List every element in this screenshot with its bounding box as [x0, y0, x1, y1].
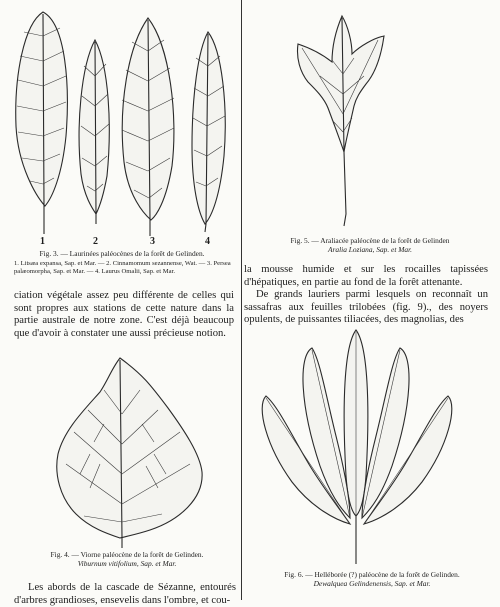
figure-5-caption — [252, 236, 488, 254]
figure-3-legend: 1. Litsæa expansa, Sap. et Mar. — 2. Cinnamomum sezannense, Wat. — 3. Persea palæomorpha, Sap. et Mar. — 4. Laurus Omalii, Sap. et Mar. — [14, 260, 231, 276]
figure-4-species: Viburnum vitifolium, Sap. et Mar. — [77, 559, 177, 568]
figure-3-caption: Fig. 3. — Laurinées paléocènes de la forêt de Gelinden. — [39, 249, 205, 258]
figure-6-caption-title: Fig. 6. — Helléborée (?) paléocène de la forêt de Gelinden. — [284, 570, 460, 579]
figure-5-species: Aralia Loziana, Sap. et Mar. — [328, 245, 412, 254]
paragraph-right-mid-1: la mousse humide et sur les rocailles tapissées d'hépatiques, en partie au fond de la forêt attenante. — [244, 264, 488, 288]
paragraph-right-mid-2: De grands lauriers parmi lesquels on reconnaît un sassafras aux feuilles trilobées (fig. 9)., des noyers opulents, de puissantes tiliacées, des magnolias, des — [244, 289, 488, 326]
paragraph-left-bottom: Les abords de la cascade de Sézanne, entourés d'arbres grandioses, ensevelis dans l'ombre, et cou- — [14, 582, 236, 606]
leaf-2-drawing — [79, 40, 109, 224]
leaf-1-drawing — [16, 12, 68, 234]
figure-4-caption — [20, 550, 234, 568]
figure-3-number-1: 1 — [40, 236, 45, 247]
figure-6-illustration — [252, 326, 464, 566]
figure-6-species: Dewalquea Gelindenensis, Sap. et Mar. — [313, 579, 431, 588]
figure-3-illustration — [8, 6, 236, 238]
figure-5-illustration — [294, 14, 390, 226]
figure-4-caption-title: Fig. 4. — Viorne paléocène de la forêt de Gelinden. — [50, 550, 204, 559]
figure-5-caption-title: Fig. 5. — Araliacée paléocène de la forêt de Gelinden — [290, 236, 450, 245]
figure-3-number-2: 2 — [93, 236, 98, 247]
figure-3-number-3: 3 — [150, 236, 155, 247]
figure-6-caption — [254, 570, 490, 588]
figure-4-illustration — [50, 354, 210, 549]
leaf-3-drawing — [122, 18, 174, 236]
column-divider — [241, 0, 242, 600]
paragraph-left-mid: ciation végétale assez peu différente de celles qui sont propres aux stations de cette nature dans la partie australe de notre zone. C'est déjà beaucoup que d'avoir à constater une aussi précieuse notion. — [14, 290, 234, 339]
figure-3-number-4: 4 — [205, 236, 210, 247]
leaf-4-drawing — [192, 32, 225, 232]
